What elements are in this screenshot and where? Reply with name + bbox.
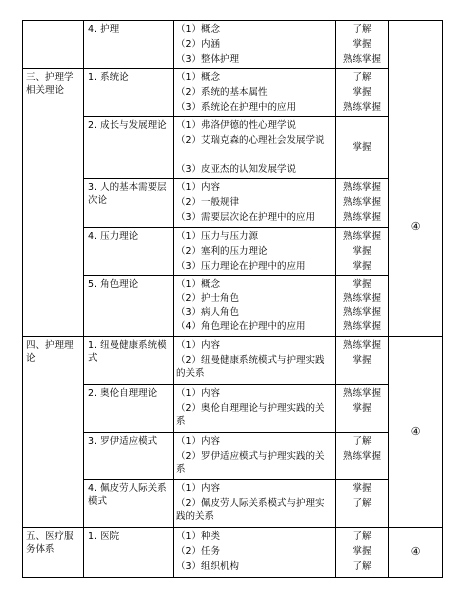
- content-item: （3）皮亚杰的认知发展学说: [176, 164, 297, 175]
- level-item: 了解: [352, 561, 372, 572]
- content-item: （1）概念: [176, 72, 221, 83]
- level-item: 熟练掌握: [342, 197, 381, 208]
- level-item: 了解: [352, 24, 372, 35]
- level-item: 掌握: [352, 39, 372, 50]
- section-cell: 五、医疗服务体系: [26, 531, 74, 555]
- level-item: 熟练掌握: [342, 451, 381, 462]
- table-border-bottom: [22, 577, 443, 578]
- content-item: （1）压力与压力源: [176, 231, 259, 242]
- level-item: 掌握: [352, 142, 372, 153]
- content-item: （3）整体护理: [176, 54, 240, 65]
- content-item: （2）任务: [176, 546, 221, 557]
- unit-cell: 3. 人的基本需要层次论: [88, 182, 167, 206]
- level-item: 了解: [352, 531, 372, 542]
- section-cell: 三、护理学相关理论: [26, 72, 74, 96]
- unit-cell: 4. 护理: [88, 24, 120, 35]
- unit-cell: 1. 医院: [88, 531, 120, 542]
- level-item: 了解: [352, 436, 372, 447]
- column-divider-2: [173, 20, 174, 577]
- table-border-top: [22, 20, 443, 21]
- row-divider: [83, 384, 388, 385]
- content-item: （1）概念: [176, 279, 221, 290]
- content-item: （2）艾瑞克森的心理社会发展学说: [176, 135, 325, 146]
- level-item: 熟练掌握: [342, 102, 381, 113]
- unit-cell: 1. 纽曼健康系统模式: [88, 340, 167, 364]
- level-item: 熟练掌握: [342, 340, 381, 351]
- row-divider: [83, 178, 388, 179]
- row-divider: [83, 116, 388, 117]
- level-item: 熟练掌握: [342, 293, 381, 304]
- content-item: （3）病人角色: [176, 307, 240, 318]
- level-item: 掌握: [352, 261, 372, 272]
- unit-cell: 2. 成长与发展理论: [88, 120, 167, 131]
- column-divider-4: [388, 20, 389, 577]
- content-item: （2）罗伊适应模式与护理实践的关系: [176, 451, 325, 475]
- rank-marker: ④: [410, 425, 421, 438]
- section-cell: 四、护理理论: [26, 340, 74, 364]
- level-item: 熟练掌握: [342, 182, 381, 193]
- table-border-right: [442, 20, 443, 577]
- unit-cell: 4. 佩皮劳人际关系模式: [88, 483, 167, 507]
- content-item: （1）内容: [176, 436, 221, 447]
- content-item: （2）纽曼健康系统模式与护理实践的关系: [176, 355, 325, 379]
- unit-cell: 3. 罗伊适应模式: [88, 436, 158, 447]
- row-divider: [83, 479, 388, 480]
- content-item: （2）佩皮劳人际关系模式与护理实践的关系: [176, 498, 325, 522]
- content-item: （1）内容: [176, 483, 221, 494]
- row-divider: [83, 275, 388, 276]
- content-item: （3）组织机构: [176, 561, 240, 572]
- level-item: 了解: [352, 498, 372, 509]
- content-item: （1）概念: [176, 24, 221, 35]
- unit-cell: 2. 奥伦自理理论: [88, 388, 158, 399]
- row-divider: [83, 227, 388, 228]
- row-divider: [22, 68, 388, 69]
- content-item: （2）奥伦自理理论与护理实践的关系: [176, 403, 325, 427]
- content-item: （4）角色理论在护理中的应用: [176, 321, 306, 332]
- rank-marker: ④: [410, 545, 421, 558]
- content-item: （1）弗洛伊德的性心理学说: [176, 120, 297, 131]
- unit-cell: 1. 系统论: [88, 72, 129, 83]
- level-item: 熟练掌握: [342, 212, 381, 223]
- content-item: （2）护士角色: [176, 293, 240, 304]
- row-divider: [22, 336, 443, 337]
- level-item: 了解: [352, 72, 372, 83]
- level-item: 熟练掌握: [342, 321, 381, 332]
- row-divider: [22, 527, 443, 528]
- content-item: （2）一般规律: [176, 197, 240, 208]
- level-item: 掌握: [352, 403, 372, 414]
- content-item: （1）内容: [176, 340, 221, 351]
- content-item: （3）系统论在护理中的应用: [176, 102, 297, 113]
- level-item: 掌握: [352, 279, 372, 290]
- level-item: 掌握: [352, 355, 372, 366]
- content-item: （1）种类: [176, 531, 221, 542]
- level-item: 掌握: [352, 246, 372, 257]
- content-item: （2）塞利的压力理论: [176, 246, 268, 257]
- level-item: 熟练掌握: [342, 388, 381, 399]
- level-item: 熟练掌握: [342, 307, 381, 318]
- level-item: 掌握: [352, 87, 372, 98]
- content-item: （3）需要层次论在护理中的应用: [176, 212, 316, 223]
- table-border-left: [22, 20, 23, 577]
- content-item: （1）内容: [176, 388, 221, 399]
- level-item: 掌握: [352, 483, 372, 494]
- level-item: 熟练掌握: [342, 231, 381, 242]
- rank-marker: ④: [410, 220, 421, 233]
- content-item: （3）压力理论在护理中的应用: [176, 261, 306, 272]
- level-item: 掌握: [352, 546, 372, 557]
- unit-cell: 4. 压力理论: [88, 231, 139, 242]
- row-divider: [83, 432, 388, 433]
- content-item: （1）内容: [176, 182, 221, 193]
- unit-cell: 5. 角色理论: [88, 279, 139, 290]
- level-item: 熟练掌握: [342, 54, 381, 65]
- column-divider-1: [83, 20, 84, 577]
- content-item: （2）系统的基本属性: [176, 87, 268, 98]
- content-item: （2）内涵: [176, 39, 221, 50]
